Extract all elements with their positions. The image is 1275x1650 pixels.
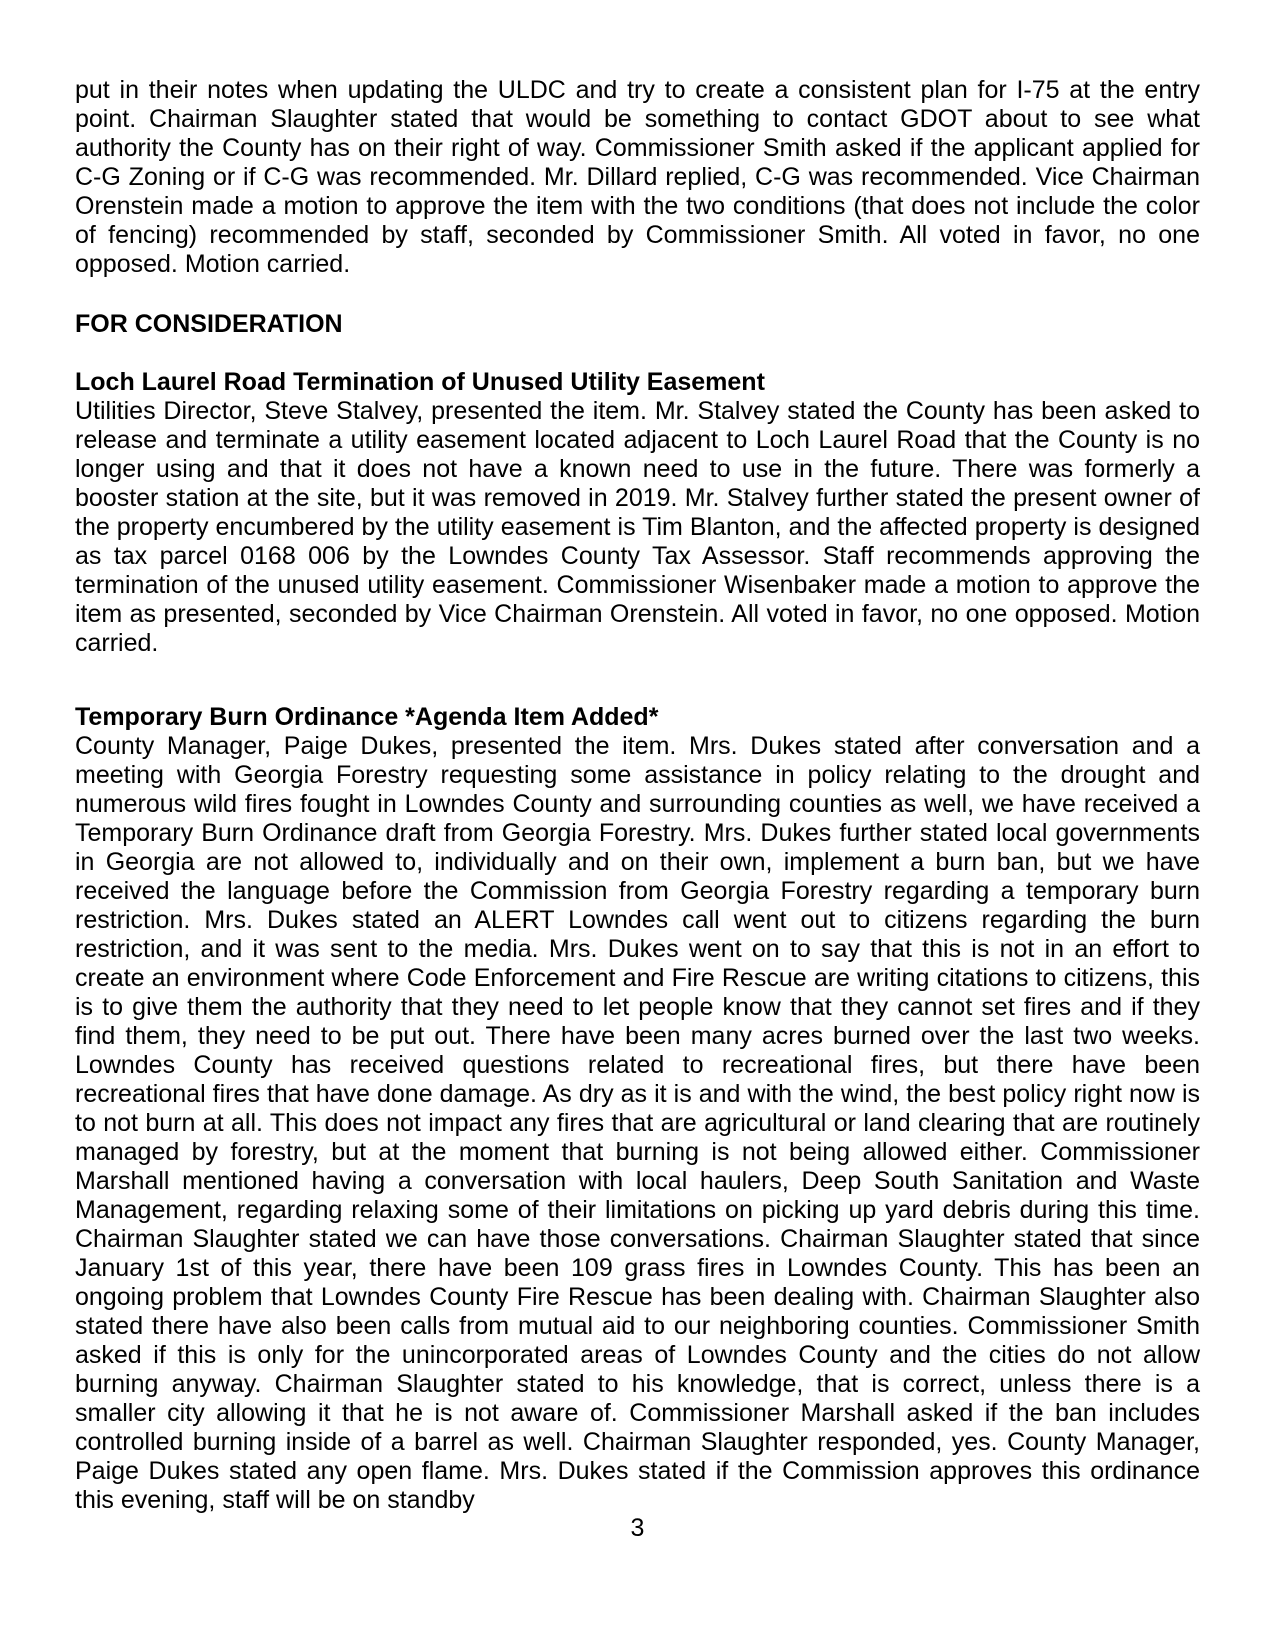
agenda-item-loch-laurel	[75, 368, 1200, 658]
page-number: 3	[630, 1514, 645, 1542]
item-body-temporary-burn-ordinance: County Manager, Paige Dukes, presented the item. Mrs. Dukes stated after conversation and a meeting with Georgia Forestry requesting some assistance in policy relating to the drought and numerous wild fires fought in Lowndes County and surrounding counties as well, we have received a Temporary Burn Ordinance draft from Georgia Forestry. Mrs. Dukes further stated local governments in Georgia are not allowed to, individually and on their own, implement a burn ban, but we have received the language before the Commission from Georgia Forestry regarding a temporary burn restriction. Mrs. Dukes stated an ALERT Lowndes call went out to citizens regarding the burn restriction, and it was sent to the media. Mrs. Dukes went on to say that this is not in an effort to create an environment where Code Enforcement and Fire Rescue are writing citations to citizens, this is to give them the authority that they need to let people know that they cannot set fires and if they find them, they need to be put out. There have been many acres burned over the last two weeks. Lowndes County has received questions related to recreational fires, but there have been recreational fires that have done damage. As dry as it is and with the wind, the best policy right now is to not burn at all. This does not impact any fires that are agricultural or land clearing that are routinely managed by forestry, but at the moment that burning is not being allowed either. Commissioner Marshall mentioned having a conversation with local haulers, Deep South Sanitation and Waste Management, regarding relaxing some of their limitations on picking up yard debris during this time. Chairman Slaughter stated we can have those conversations. Chairman Slaughter stated that since January 1st of this year, there have been 109 grass fires in Lowndes County. This has been an ongoing problem that Lowndes County Fire Rescue has been dealing with. Chairman Slaughter also stated there have also been calls from mutual aid to our neighboring counties. Commissioner Smith asked if this is only for the unincorporated areas of Lowndes County and the cities do not allow burning anyway. Chairman Slaughter stated to his knowledge, that is correct, unless there is a smaller city allowing it that he is not aware of. Commissioner Marshall asked if the ban includes controlled burning inside of a barrel as well. Chairman Slaughter responded, yes. County Manager, Paige Dukes stated any open flame. Mrs. Dukes stated if the Commission approves this ordinance this evening, staff will be on standby	[75, 732, 1200, 1514]
agenda-item-temporary-burn	[75, 703, 1200, 1515]
item-heading-loch-laurel-easement: Loch Laurel Road Termination of Unused Utility Easement	[75, 368, 765, 396]
item-heading-temporary-burn-ordinance: Temporary Burn Ordinance *Agenda Item Added*	[75, 703, 659, 731]
continuation-paragraph: put in their notes when updating the ULDC and try to create a consistent plan for I-75 at the entry point. Chairman Slaughter stated that would be something to contact GDOT about to see what authority the County has on their right of way. Commissioner Smith asked if the applicant applied for C-G Zoning or if C-G was recommended. Mr. Dillard replied, C-G was recommended. Vice Chairman Orenstein made a motion to approve the item with the two conditions (that does not include the color of fencing) recommended by staff, seconded by Commissioner Smith. All voted in favor, no one opposed. Motion carried.	[75, 76, 1200, 278]
for-consideration-heading: FOR CONSIDERATION	[75, 310, 343, 338]
item-body-loch-laurel-easement: Utilities Director, Steve Stalvey, presented the item. Mr. Stalvey stated the County has been asked to release and terminate a utility easement located adjacent to Loch Laurel Road that the County is no longer using and that it does not have a known need to use in the future. There was formerly a booster station at the site, but it was removed in 2019. Mr. Stalvey further stated the present owner of the property encumbered by the utility easement is Tim Blanton, and the affected property is designed as tax parcel 0168 006 by the Lowndes County Tax Assessor. Staff recommends approving the termination of the unused utility easement. Commissioner Wisenbaker made a motion to approve the item as presented, seconded by Vice Chairman Orenstein. All voted in favor, no one opposed. Motion carried.	[75, 397, 1200, 657]
